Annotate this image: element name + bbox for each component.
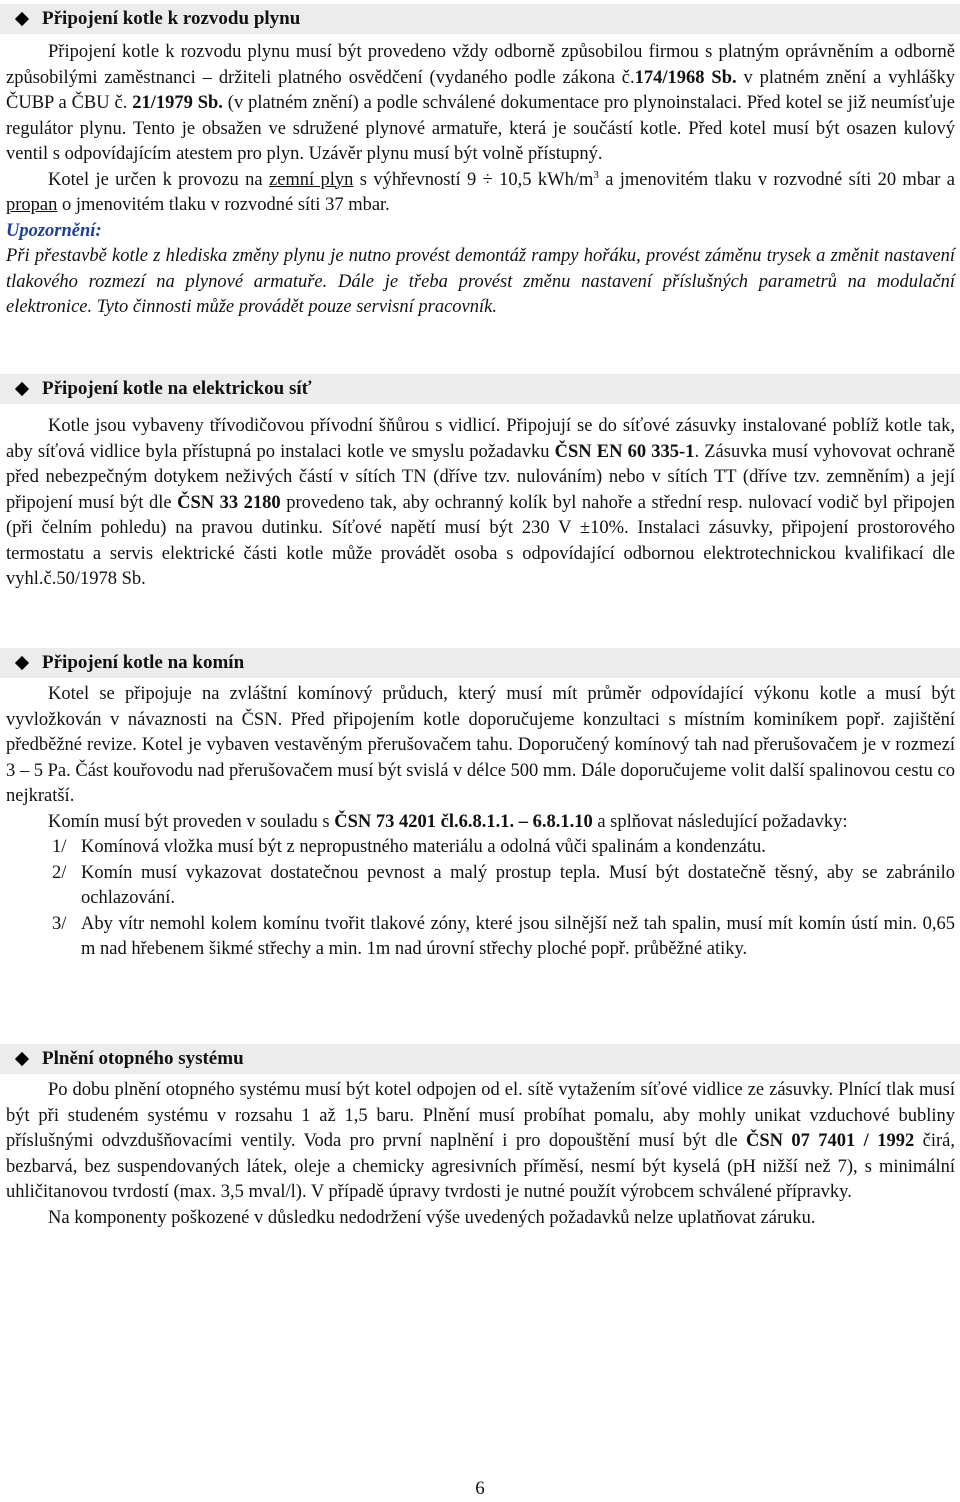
- law-reference: 21/1979 Sb.: [132, 93, 223, 113]
- text: o jmenovitém tlaku v rozvodné síti 37 mbar.: [57, 195, 390, 215]
- law-reference: 174/1968 Sb.: [634, 67, 737, 88]
- text: (v platném znění) a podle schválené dokumentace pro plynoinstalaci. Před kotel se již neumísťuje regulátor plynu. Tento je obsažen ve sdružené plynové armatuře, která je součástí kotle. Před kotel musí být osazen kulový ventil s odpovídajícím atestem pro plyn. Uzávěr plynu musí být volně přístupný.: [6, 93, 955, 164]
- text: Kotle jsou vybaveny třívodičovou přívodní šňůrou s vidlicí. Připojují se do síťové zásuvky instalované poblíž kotle tak, aby síťová vidlice byla přístupná po instalaci kotle ve smyslu požadavku: [6, 416, 955, 462]
- standard-reference: ČSN 33 2180: [177, 492, 281, 513]
- list-text: Aby vítr nemohl kolem komínu tvořit tlakové zóny, které jsou silnější než tah spalin, musí mít komín ústí min. 0,65 m nad hřebenem šikmé střechy a min. 1m nad úrovní střechy ploché popř. průběžné atiky.: [81, 913, 955, 959]
- paragraph: [6, 168, 955, 219]
- text: a jmenovitém tlaku v rozvodné síti 20 mbar a: [598, 169, 956, 190]
- section-body-filling: [6, 1078, 955, 1231]
- list-text: Komínová vložka musí být z nepropustného materiálu a odolná vůči spalinám a kondenzátu.: [81, 837, 766, 857]
- text: Po dobu plnění otopného systému musí být kotel odpojen od el. sítě vytažením síťové vidlice ze zásuvky. Plnící tlak musí být při studeném systému v rozsahu 1 až 1,5 baru. Plnění musí probíhat pomalu, aby mohly unikat vzduchové bubliny příslušnými odvzdušňovacími ventily. Voda pro první naplnění i pro dopouštění musí být dle: [6, 1080, 955, 1151]
- paragraph: [6, 1078, 955, 1206]
- text: Připojení kotle k rozvodu plynu musí být provedeno vždy odborně způsobilou firmou s platným oprávněním a odborně způsobilými zaměstnanci – držiteli platného osvědčení (vydaného podle zákona č.: [6, 42, 955, 88]
- text: s výhřevností 9 ÷ 10,5 kWh/m: [353, 169, 594, 190]
- text: . Zásuvka musí vyhovovat ochraně před nebezpečným dotykem neživých částí v sítích TN (dříve tzv. nulováním) nebo v sítích TT (dříve tzv. zemněním) a její připojení musí být dle: [6, 441, 956, 513]
- standard-reference: ČSN EN 60 335-1: [554, 441, 695, 462]
- section-body-chimney: [6, 682, 955, 963]
- list-number: 1/: [52, 837, 67, 857]
- text: a splňovat následující požadavky:: [592, 811, 848, 832]
- section-heading-chimney: [0, 648, 960, 678]
- paragraph: Na komponenty poškozené v důsledku nedodržení výše uvedených požadavků nelze uplatňovat záruku.: [48, 1207, 816, 1228]
- gas-type: propan: [6, 195, 58, 215]
- diamond-bullet-icon: [16, 383, 28, 395]
- page-number: 6: [475, 1478, 485, 1499]
- list-number: 2/: [52, 862, 67, 883]
- text: Kotel je určen k provozu na: [48, 169, 269, 190]
- standard-reference: ČSN 73 4201 čl.6.8.1.1. – 6.8.1.10: [334, 811, 593, 832]
- warning-label: [6, 219, 955, 245]
- section-title: Připojení kotle na komín: [42, 652, 245, 673]
- paragraph: [6, 810, 955, 836]
- text: v platném znění a vyhlášky ČUBP a ČBU č.: [6, 67, 955, 113]
- diamond-bullet-icon: [16, 13, 28, 25]
- section-title: Plnění otopného systému: [42, 1048, 244, 1069]
- standard-reference: ČSN 07 7401 / 1992: [745, 1131, 915, 1151]
- text: čirá, bezbarvá, bez suspendovaných látek, oleje a chemicky agresivních příměsí, nesmí být kyselá (pH nižší než 7), s minimální uhličitanovou tvrdostí (max. 3,5 mval/l). V případě úpravy tvrdosti je nutné použít výrobcem schválené přípravky.: [6, 1131, 955, 1202]
- section-heading-gas: [0, 4, 960, 34]
- diamond-bullet-icon: [16, 1053, 28, 1065]
- superscript: 3: [593, 168, 599, 181]
- section-body-electric: [6, 414, 955, 593]
- requirements-list: [6, 835, 955, 963]
- section-body-gas: [6, 40, 955, 321]
- paragraph: Kotel se připojuje na zvláštní komínový průduch, který musí mít průměr odpovídající výkonu kotle a musí být vyvložkován v návaznosti na ČSN. Před připojením kotle doporučujeme konzultaci s místním kominíkem popř. zajištění předběžné revize. Kotel je vybaven vestavěným přerušovačem tahu. Doporučený komínový tah nad přerušovačem je v rozmezí 3 – 5 Pa. Část kouřovodu nad přerušovačem musí být svislá v délce 500 mm. Dále doporučujeme volit další spalinovou cestu co nejkratší.: [6, 684, 955, 806]
- warning-text: Při přestavbě kotle z hlediska změny plynu je nutno provést demontáž rampy hořáku, provést záměnu trysek a změnit nastavení tlakového rozmezí na plynové armatuře. Dále je třeba provést změnu nastavení příslušných parametrů na modulační elektronice. Tyto činnosti může provádět pouze servisní pracovník.: [6, 246, 955, 317]
- section-heading-filling: [0, 1044, 960, 1074]
- text: provedeno tak, aby ochranný kolík byl nahoře a střední resp. nulovací vodič byl připojen (při čelním pohledu) na pravou dutinku. Síťové napětí musí být 230 V ±10%. Instalaci zásuvky, připojení prostorového termostatu a servis elektrické části kotle může provádět osoba s odpovídající odbornou elektrotechnickou kvalifikací dle vyhl.č.50/1978 Sb.: [6, 492, 955, 589]
- section-title: Připojení kotle k rozvodu plynu: [42, 8, 301, 29]
- list-item: [6, 835, 955, 861]
- warning-label-text: Upozornění:: [6, 220, 102, 241]
- paragraph: [6, 414, 955, 593]
- gas-type: zemní plyn: [268, 169, 354, 190]
- list-item: [6, 912, 955, 963]
- diamond-bullet-icon: [16, 657, 28, 669]
- section-heading-electric: [0, 374, 960, 404]
- list-item: [6, 861, 955, 912]
- section-title: Připojení kotle na elektrickou síť: [42, 378, 312, 399]
- list-text: Komín musí vykazovat dostatečnou pevnost a malý prostup tepla. Musí být dostatečně těsný, aby se zabránilo ochlazování.: [81, 862, 955, 908]
- paragraph: [6, 40, 955, 168]
- list-number: 3/: [52, 913, 67, 934]
- text: Komín musí být proveden v souladu s: [48, 811, 335, 832]
